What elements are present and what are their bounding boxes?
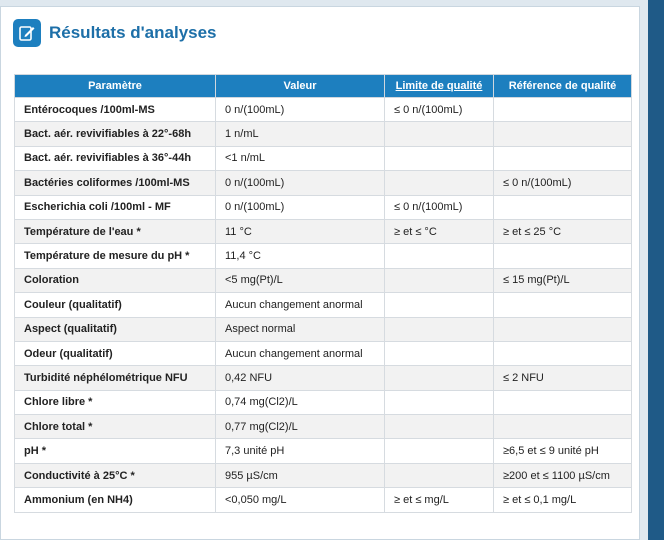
cell-valeur: 0 n/(100mL) [216,98,385,122]
cell-reference [494,341,632,365]
cell-reference: ≤ 2 NFU [494,366,632,390]
cell-limite: ≥ et ≤ °C [385,219,494,243]
table-row [15,439,632,463]
table-row [15,390,632,414]
cell-limite: ≤ 0 n/(100mL) [385,98,494,122]
cell-reference [494,244,632,268]
results-table [14,74,632,513]
cell-limite [385,268,494,292]
edit-document-icon [13,19,41,47]
cell-limite [385,244,494,268]
cell-parametre: Coloration [15,268,216,292]
cell-parametre: Conductivité à 25°C * [15,463,216,487]
cell-reference [494,146,632,170]
cell-reference [494,390,632,414]
cell-parametre: Bact. aér. revivifiables à 22°-68h [15,122,216,146]
header-parametre: Paramètre [15,75,216,98]
page-title: Résultats d'analyses [49,23,217,42]
cell-limite [385,366,494,390]
table-row [15,98,632,122]
cell-valeur: 0,74 mg(Cl2)/L [216,390,385,414]
cell-reference: ≤ 15 mg(Pt)/L [494,268,632,292]
table-row [15,171,632,195]
cell-valeur: 955 µS/cm [216,463,385,487]
cell-valeur: 7,3 unité pH [216,439,385,463]
panel-header [13,19,217,47]
cell-parametre: Couleur (qualitatif) [15,293,216,317]
cell-valeur: 11,4 °C [216,244,385,268]
table-row [15,122,632,146]
cell-limite [385,317,494,341]
cell-limite [385,415,494,439]
header-limite-link[interactable]: Limite de qualité [385,75,494,98]
cell-reference: ≥6,5 et ≤ 9 unité pH [494,439,632,463]
cell-limite [385,293,494,317]
cell-valeur: 1 n/mL [216,122,385,146]
cell-reference: ≤ 0 n/(100mL) [494,171,632,195]
table-row [15,366,632,390]
cell-limite: ≤ 0 n/(100mL) [385,195,494,219]
table-row [15,317,632,341]
table-row [15,341,632,365]
cell-parametre: Turbidité néphélométrique NFU [15,366,216,390]
cell-limite [385,122,494,146]
cell-reference [494,293,632,317]
cell-limite [385,171,494,195]
cell-valeur: <5 mg(Pt)/L [216,268,385,292]
cell-limite [385,146,494,170]
table-row [15,415,632,439]
cell-limite [385,341,494,365]
cell-reference: ≥200 et ≤ 1100 µS/cm [494,463,632,487]
cell-parametre: Escherichia coli /100ml - MF [15,195,216,219]
cell-parametre: Entérocoques /100ml-MS [15,98,216,122]
right-sidebar [648,0,664,540]
cell-valeur: Aucun changement anormal [216,293,385,317]
cell-valeur: <1 n/mL [216,146,385,170]
cell-reference [494,195,632,219]
cell-parametre: Aspect (qualitatif) [15,317,216,341]
cell-valeur: Aucun changement anormal [216,341,385,365]
cell-parametre: Température de l'eau * [15,219,216,243]
cell-reference [494,415,632,439]
table-row [15,268,632,292]
cell-valeur: 11 °C [216,219,385,243]
header-reference: Référence de qualité [494,75,632,98]
cell-reference [494,98,632,122]
cell-reference: ≥ et ≤ 25 °C [494,219,632,243]
cell-parametre: Bactéries coliformes /100ml-MS [15,171,216,195]
cell-valeur: <0,050 mg/L [216,488,385,512]
table-row [15,488,632,512]
cell-valeur: 0 n/(100mL) [216,195,385,219]
cell-reference: ≥ et ≤ 0,1 mg/L [494,488,632,512]
table-row [15,293,632,317]
cell-parametre: Température de mesure du pH * [15,244,216,268]
table-header-row [15,75,632,98]
cell-limite [385,463,494,487]
cell-valeur: 0,42 NFU [216,366,385,390]
table-row [15,244,632,268]
cell-limite [385,390,494,414]
cell-limite: ≥ et ≤ mg/L [385,488,494,512]
cell-parametre: Chlore libre * [15,390,216,414]
table-row [15,195,632,219]
table-row [15,219,632,243]
cell-valeur: 0,77 mg(Cl2)/L [216,415,385,439]
cell-reference [494,122,632,146]
table-row [15,463,632,487]
cell-parametre: pH * [15,439,216,463]
cell-reference [494,317,632,341]
cell-limite [385,439,494,463]
results-panel [0,6,640,540]
cell-parametre: Bact. aér. revivifiables à 36°-44h [15,146,216,170]
cell-valeur: 0 n/(100mL) [216,171,385,195]
header-valeur: Valeur [216,75,385,98]
table-row [15,146,632,170]
cell-parametre: Ammonium (en NH4) [15,488,216,512]
cell-parametre: Odeur (qualitatif) [15,341,216,365]
cell-valeur: Aspect normal [216,317,385,341]
cell-parametre: Chlore total * [15,415,216,439]
